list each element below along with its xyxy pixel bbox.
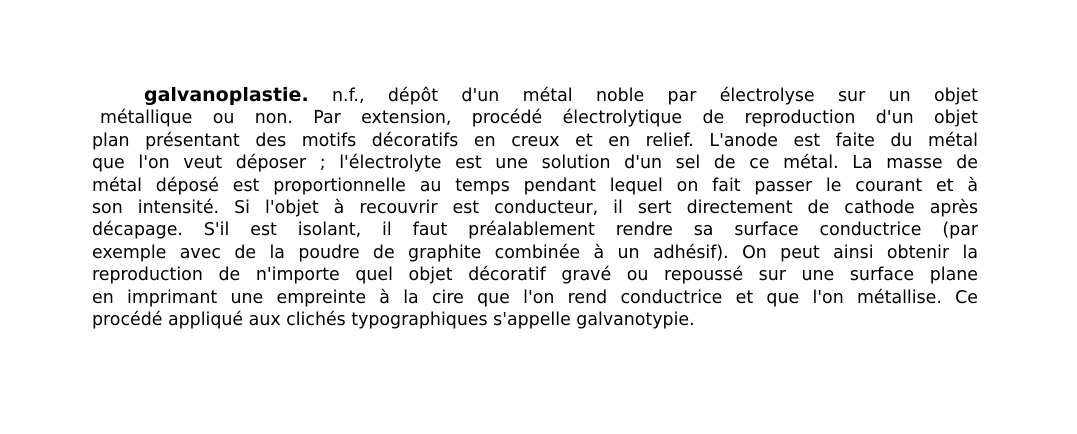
- dictionary-entry: [92, 84, 978, 331]
- entry-line: métallique ou non. Par extension, procédé électrolytique de reproduction d'un objet: [100, 108, 978, 129]
- entry-line: exemple avec de la poudre de graphite combinée à un adhésif). On peut ainsi obtenir la: [92, 242, 978, 263]
- entry-line: reproduction de n'importe quel objet décoratif gravé ou repoussé sur une surface plane: [92, 265, 978, 286]
- entry-line: plan présentant des motifs décoratifs en creux et en relief. L'anode est faite du métal: [92, 130, 978, 151]
- headword: galvanoplastie.: [144, 84, 309, 106]
- entry-line: procédé appliqué aux clichés typographiques s'appelle galvanotypie.: [92, 310, 695, 331]
- entry-line: en imprimant une empreinte à la cire que l'on rend conductrice et que l'on métallise. Ce: [92, 287, 978, 308]
- entry-line: décapage. S'il est isolant, il faut préalablement rendre sa surface conductrice (par: [92, 220, 978, 241]
- entry-line: [92, 84, 978, 107]
- definition-start: n.f., dépôt d'un métal noble par électrolyse sur un objet: [308, 86, 978, 106]
- entry-line: métal déposé est proportionnelle au temps pendant lequel on fait passer le courant et à: [92, 175, 978, 196]
- entry-line: son intensité. Si l'objet à recouvrir est conducteur, il sert directement de cathode après: [92, 198, 978, 219]
- entry-line: que l'on veut déposer ; l'électrolyte est une solution d'un sel de ce métal. La masse de: [92, 153, 978, 174]
